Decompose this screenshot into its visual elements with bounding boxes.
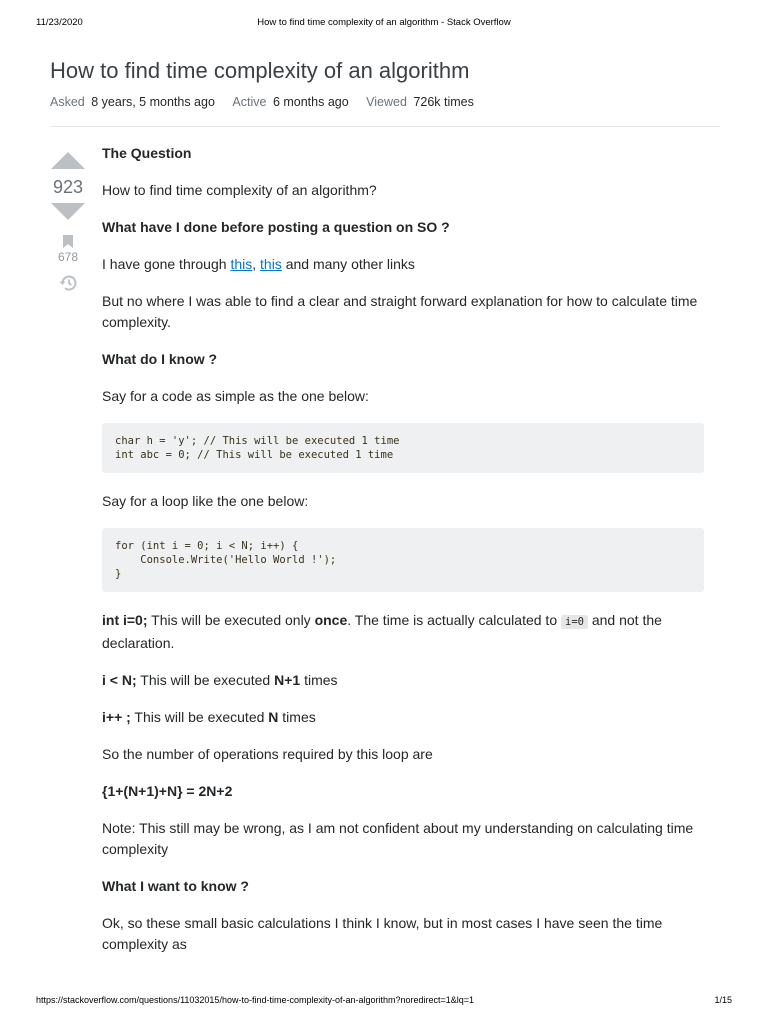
paragraph-ok: Ok, so these small basic calculations I think I know, but in most cases I have seen the time complexity as <box>102 915 663 952</box>
paragraph-no-explanation: But no where I was able to find a clear and straight forward explanation for how to calculate time complexity. <box>102 293 698 330</box>
paragraph-init-statement <box>102 610 704 654</box>
bookmark-icon[interactable] <box>62 234 74 249</box>
bookmark-count: 678 <box>57 250 79 264</box>
init-text-1: This will be executed only <box>147 612 315 628</box>
heading-what-i-want-to-know: What I want to know ? <box>102 878 249 894</box>
increment-text-2: times <box>278 709 316 725</box>
paragraph-question: How to find time complexity of an algorithm? <box>102 182 377 198</box>
links-separator: , <box>252 256 261 272</box>
paragraph-condition-statement <box>102 670 704 691</box>
meta-viewed-value: 726k times <box>413 95 474 109</box>
upvote-arrow-icon[interactable] <box>51 152 85 169</box>
meta-asked <box>50 95 218 109</box>
heading-what-do-i-know: What do I know ? <box>102 351 218 367</box>
paragraph-loop: Say for a loop like the one below: <box>102 493 309 509</box>
increment-count: N <box>268 709 279 725</box>
code-block-assignments: char h = 'y'; // This will be executed 1 time int abc = 0; // This will be executed 1 time <box>102 423 704 473</box>
paragraph-operations: So the number of operations required by this loop are <box>102 746 433 762</box>
print-url: https://stackoverflow.com/questions/11032015/how-to-find-time-complexity-of-an-algorithm?noredirect=1&lq=1 <box>36 995 475 1005</box>
question-title[interactable]: How to find time complexity of an algorithm <box>50 58 470 83</box>
downvote-arrow-icon[interactable] <box>51 203 85 220</box>
meta-viewed-label: Viewed <box>366 95 407 109</box>
paragraph-links <box>102 254 704 275</box>
init-once: once <box>314 612 348 628</box>
paragraph-note: Note: This still may be wrong, as I am not confident about my understanding on calculating time complexity <box>102 820 694 857</box>
condition-count: N+1 <box>274 672 301 688</box>
increment-bold: i++ ; <box>102 709 131 725</box>
meta-asked-value: 8 years, 5 months ago <box>91 95 215 109</box>
init-text-2: . The time is actually calculated to <box>347 612 561 628</box>
code-block-loop: for (int i = 0; i < N; i++) { Console.Write('Hello World !'); } <box>102 528 704 592</box>
heading-the-question: The Question <box>102 145 192 161</box>
paragraph-increment-statement <box>102 707 704 728</box>
print-page-number: 1/15 <box>714 995 732 1005</box>
formula: {1+(N+1)+N} = 2N+2 <box>102 783 233 799</box>
inline-code-i0: i=0 <box>561 615 588 629</box>
print-footer <box>36 995 732 1009</box>
print-date: 11/23/2020 <box>36 17 83 28</box>
meta-asked-label: Asked <box>50 95 85 109</box>
heading-what-have-i-done: What have I done before posting a question on SO ? <box>102 219 450 235</box>
init-text-3: and not the declaration. <box>102 612 662 651</box>
increment-text-1: This will be executed <box>130 709 269 725</box>
title-divider <box>50 126 720 127</box>
question-meta <box>50 95 488 109</box>
condition-text-1: This will be executed <box>136 672 275 688</box>
condition-text-2: times <box>300 672 338 688</box>
meta-viewed <box>366 95 474 109</box>
vote-cell <box>48 148 88 292</box>
meta-active-value[interactable]: 6 months ago <box>272 95 349 109</box>
question-body <box>102 143 704 971</box>
condition-bold: i < N; <box>102 672 137 688</box>
paragraph-simple-code: Say for a code as simple as the one below: <box>102 388 369 404</box>
links-text-after: and many other links <box>281 256 415 272</box>
print-page-title: How to find time complexity of an algorithm - Stack Overflow <box>257 17 511 28</box>
link-this-2[interactable]: this <box>260 256 282 272</box>
meta-active-label: Active <box>232 95 267 109</box>
links-text-before: I have gone through <box>102 256 231 272</box>
history-icon[interactable] <box>58 274 78 292</box>
init-bold: int i=0; <box>102 612 148 628</box>
print-header <box>36 17 732 31</box>
meta-active <box>232 95 352 109</box>
link-this-1[interactable]: this <box>230 256 253 272</box>
vote-count: 923 <box>52 177 84 197</box>
